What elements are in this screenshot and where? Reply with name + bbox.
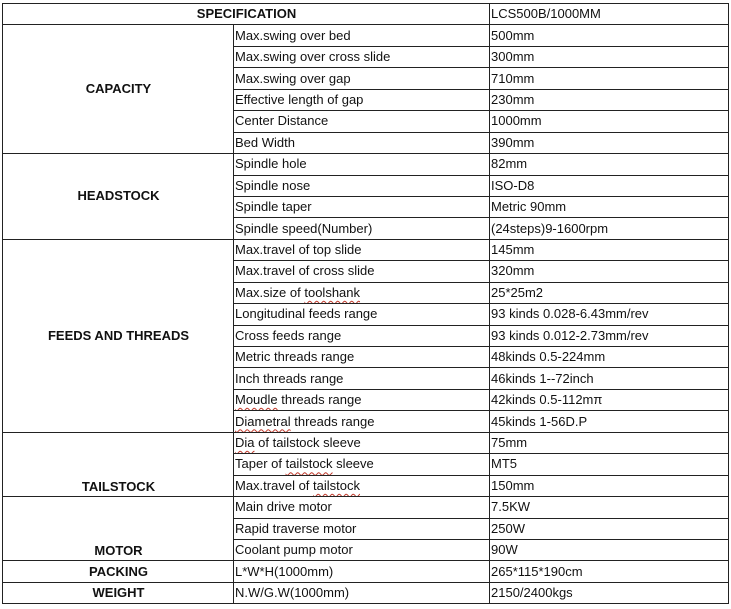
value-cell: 42kinds 0.5-112mπ bbox=[490, 389, 729, 410]
param-cell: N.W/G.W(1000mm) bbox=[234, 582, 490, 603]
value-cell: ISO-D8 bbox=[490, 175, 729, 196]
section-headstock: HEADSTOCK bbox=[3, 154, 234, 240]
param-text: Inch threads range bbox=[235, 370, 344, 386]
param-cell bbox=[234, 368, 490, 389]
value-cell: 93 kinds 0.012-2.73mm/rev bbox=[490, 325, 729, 346]
param-cell bbox=[234, 454, 490, 475]
table-row bbox=[3, 25, 729, 46]
value-cell: 710mm bbox=[490, 68, 729, 89]
value-cell: 250W bbox=[490, 518, 729, 539]
param-text: Longitudinal feeds range bbox=[235, 306, 378, 322]
value-cell: Metric 90mm bbox=[490, 196, 729, 217]
param-cell: Spindle hole bbox=[234, 154, 490, 175]
param-text: Taper of bbox=[235, 456, 286, 472]
param-cell bbox=[234, 475, 490, 496]
value-cell: 150mm bbox=[490, 475, 729, 496]
value-cell: (24steps)9-1600rpm bbox=[490, 218, 729, 239]
table-row bbox=[3, 561, 729, 582]
value-cell: 25*25m2 bbox=[490, 282, 729, 303]
section-motor: MOTOR bbox=[3, 497, 234, 561]
param-cell: Max.swing over gap bbox=[234, 68, 490, 89]
param-cell: Effective length of gap bbox=[234, 89, 490, 110]
param-cell: Max.swing over bed bbox=[234, 25, 490, 46]
value-cell: 300mm bbox=[490, 46, 729, 67]
value-cell: 2150/2400kgs bbox=[490, 582, 729, 603]
param-text: Cross feeds range bbox=[235, 327, 342, 343]
section-weight: WEIGHT bbox=[3, 582, 234, 603]
param-cell: L*W*H(1000mm) bbox=[234, 561, 490, 582]
param-cell bbox=[234, 304, 490, 325]
param-cell: Max.swing over cross slide bbox=[234, 46, 490, 67]
param-cell: Spindle nose bbox=[234, 175, 490, 196]
table-row bbox=[3, 582, 729, 603]
param-text: Max.travel of bbox=[235, 477, 314, 493]
param-text: threads range bbox=[277, 392, 362, 408]
misspelled-word: Dia bbox=[235, 434, 255, 450]
param-cell: Rapid traverse motor bbox=[234, 518, 490, 539]
misspelled-word: tailstock bbox=[285, 456, 333, 472]
param-cell bbox=[234, 389, 490, 410]
value-cell: 390mm bbox=[490, 132, 729, 153]
misspelled-word: Moudle bbox=[235, 392, 278, 408]
param-cell: Bed Width bbox=[234, 132, 490, 153]
misspelled-word: Diametral bbox=[235, 413, 291, 429]
value-cell: MT5 bbox=[490, 454, 729, 475]
section-packing: PACKING bbox=[3, 561, 234, 582]
param-cell: Spindle speed(Number) bbox=[234, 218, 490, 239]
table-row bbox=[3, 154, 729, 175]
value-cell: 48kinds 0.5-224mm bbox=[490, 347, 729, 368]
param-cell bbox=[234, 261, 490, 282]
table-row bbox=[3, 432, 729, 453]
param-cell bbox=[234, 325, 490, 346]
param-text: Metric threads range bbox=[235, 349, 355, 365]
param-text: Max.size of bbox=[235, 284, 305, 300]
value-cell: 1000mm bbox=[490, 111, 729, 132]
value-cell: 320mm bbox=[490, 261, 729, 282]
value-cell: 82mm bbox=[490, 154, 729, 175]
value-cell: 75mm bbox=[490, 432, 729, 453]
section-capacity: CAPACITY bbox=[3, 25, 234, 154]
value-cell: 93 kinds 0.028-6.43mm/rev bbox=[490, 304, 729, 325]
param-cell bbox=[234, 411, 490, 432]
specification-header: SPECIFICATION bbox=[3, 4, 490, 25]
param-cell bbox=[234, 347, 490, 368]
value-cell: 500mm bbox=[490, 25, 729, 46]
param-text: Max.travel of cross slide bbox=[235, 263, 375, 279]
value-cell: 230mm bbox=[490, 89, 729, 110]
param-text: Max.travel of top slide bbox=[235, 242, 362, 258]
param-cell: Spindle taper bbox=[234, 196, 490, 217]
param-cell: Center Distance bbox=[234, 111, 490, 132]
value-cell: 90W bbox=[490, 539, 729, 560]
specification-table bbox=[2, 3, 729, 604]
value-cell: 145mm bbox=[490, 239, 729, 260]
table-row bbox=[3, 497, 729, 518]
param-cell: Coolant pump motor bbox=[234, 539, 490, 560]
model-value: LCS500B/1000MM bbox=[490, 4, 729, 25]
value-cell: 7.5KW bbox=[490, 497, 729, 518]
table-row bbox=[3, 239, 729, 260]
misspelled-word: toolshank bbox=[304, 284, 361, 300]
param-cell bbox=[234, 282, 490, 303]
param-cell bbox=[234, 432, 490, 453]
param-text: threads range bbox=[290, 413, 375, 429]
param-text: of tailstock sleeve bbox=[254, 434, 361, 450]
param-text: sleeve bbox=[332, 456, 374, 472]
param-cell: Main drive motor bbox=[234, 497, 490, 518]
misspelled-word: tailstock bbox=[313, 477, 360, 493]
table-row-header bbox=[3, 4, 729, 25]
value-cell: 265*115*190cm bbox=[490, 561, 729, 582]
section-feeds-and-threads: FEEDS AND THREADS bbox=[3, 239, 234, 432]
value-cell: 45kinds 1-56D.P bbox=[490, 411, 729, 432]
value-cell: 46kinds 1--72inch bbox=[490, 368, 729, 389]
param-cell bbox=[234, 239, 490, 260]
section-tailstock: TAILSTOCK bbox=[3, 432, 234, 496]
